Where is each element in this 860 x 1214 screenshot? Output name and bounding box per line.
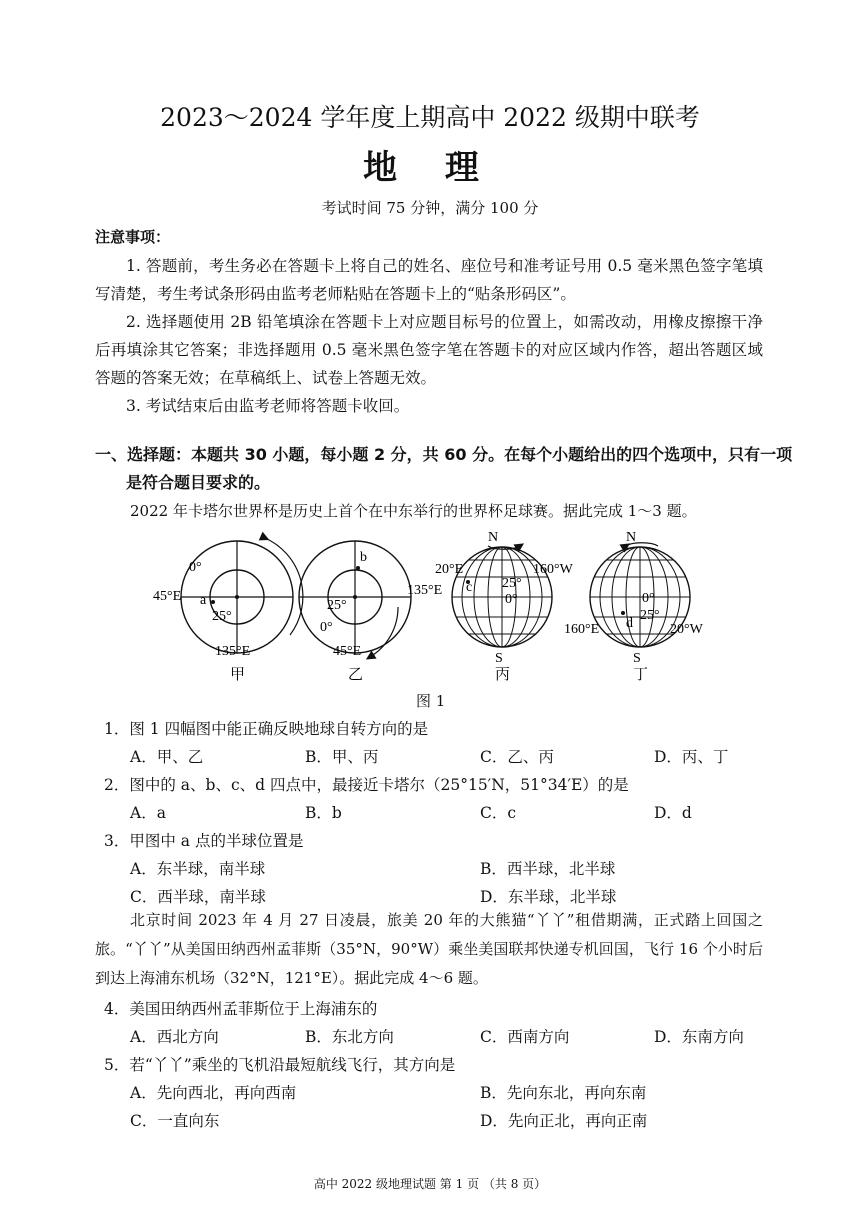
subject-title: 地 理 xyxy=(363,148,497,188)
panel-bing xyxy=(435,530,574,666)
panel-label-bing: 丙 xyxy=(495,667,511,683)
q1-option-b: B．甲、丙 xyxy=(305,748,379,766)
ding-label-0: 0° xyxy=(642,591,655,606)
bing-label-0: 0° xyxy=(505,592,518,607)
q2-stem: 2．图中的 a、b、c、d 四点中，最接近卡塔尔（25°15′N，51°34′E）的是 xyxy=(104,776,629,794)
panel-yi xyxy=(299,541,442,659)
q4-option-c: C．西南方向 xyxy=(480,1028,570,1046)
ding-label-25: 25° xyxy=(640,608,660,623)
bing-label-160W: 160°W xyxy=(533,562,573,577)
intro-2: 北京时间 2023 年 4 月 27 日凌晨，旅美 20 年的大熊猫“丫丫”租借期满，正式踏上回国之旅。“丫丫”从美国田纳西州孟菲斯（35°N，90°W）乘坐美国联邦快递专机回国，飞行 16 个小时后到达上海浦东机场（32°N，121°E）。据此完成 4～6 题。 xyxy=(95,911,763,987)
panel-label-yi: 乙 xyxy=(348,667,364,683)
yi-label-45E: 45°E xyxy=(333,644,362,659)
figure-caption: 图 1 xyxy=(416,692,446,710)
ding-label-S: S xyxy=(633,651,641,666)
bing-label-S: S xyxy=(495,651,503,666)
panel-ding xyxy=(564,530,704,666)
q1-stem: 1．图 1 四幅图中能正确反映地球自转方向的是 xyxy=(104,720,429,738)
bing-label-20E: 20°E xyxy=(435,562,464,577)
q3-stem: 3．甲图中 a 点的半球位置是 xyxy=(104,832,304,850)
q2-option-a: A．a xyxy=(130,804,166,822)
bing-label-25: 25° xyxy=(502,576,522,591)
q1-option-c: C．乙、丙 xyxy=(480,748,554,766)
yi-label-25: 25° xyxy=(327,598,347,613)
q4-option-d: D．东南方向 xyxy=(654,1028,744,1046)
q1-option-d: D．丙、丁 xyxy=(654,748,729,766)
notice-item-1: 1. 答题前，考生务必在答题卡上将自己的姓名、座位号和准考证号用 0.5 毫米黑色签字笔填写清楚，考生考试条形码由监考老师粘贴在答题卡上的“贴条形码区”。 xyxy=(95,257,763,303)
ding-label-160E: 160°E xyxy=(564,622,600,637)
q2-option-b: B．b xyxy=(305,804,342,822)
q2-option-c: C．c xyxy=(480,804,517,822)
q5-option-b: B．先向东北，再向东南 xyxy=(480,1084,647,1102)
q5-option-a: A．先向西北，再向西南 xyxy=(130,1084,297,1102)
q2-option-d: D．d xyxy=(654,804,692,822)
yi-label-135E: 135°E xyxy=(407,583,443,598)
notice-item-2: 2. 选择题使用 2B 铅笔填涂在答题卡上对应题目标号的位置上，如需改动，用橡皮擦擦干净后再填涂其它答案；非选择题用 0.5 毫米黑色签字笔在答题卡的对应区域内作答，超出答题区域答题的答案无效；在草稿纸上、试卷上答题无效。 xyxy=(95,313,763,387)
q5-option-d: D．先向正北，再向正南 xyxy=(480,1112,648,1130)
panel-label-ding: 丁 xyxy=(633,667,649,683)
panel-label-jia: 甲 xyxy=(230,667,246,683)
ding-label-20W: 20°W xyxy=(670,622,703,637)
jia-label-a: a xyxy=(200,593,207,608)
q5-stem: 5．若“丫丫”乘坐的飞机沿最短航线飞行，其方向是 xyxy=(104,1056,456,1074)
q1-option-a: A．甲、乙 xyxy=(130,748,204,766)
jia-label-135E: 135°E xyxy=(215,644,251,659)
bing-label-c: c xyxy=(466,580,473,595)
panel-jia xyxy=(153,538,303,659)
yi-label-0: 0° xyxy=(320,620,333,635)
q3-option-b: B．西半球，北半球 xyxy=(480,860,616,878)
q4-option-b: B．东北方向 xyxy=(305,1028,394,1046)
q3-option-d: D．东半球，北半球 xyxy=(480,888,617,906)
jia-label-45E: 45°E xyxy=(153,589,182,604)
intro-1: 2022 年卡塔尔世界杯是历史上首个在中东举行的世界杯足球赛。据此完成 1～3 题。 xyxy=(130,502,697,520)
q5-option-c: C．一直向东 xyxy=(130,1112,220,1130)
ding-label-N: N xyxy=(626,530,637,545)
section-heading: 一、选择题：本题共 30 小题，每小题 2 分，共 60 分。在每个小题给出的四个选项中，只有一项是符合题目要求的。 xyxy=(95,445,793,492)
bing-label-N: N xyxy=(488,530,499,545)
notice-heading: 注意事项： xyxy=(95,228,171,246)
notice-item-3: 3. 考试结束后由监考老师将答题卡收回。 xyxy=(126,397,410,415)
jia-label-25: 25° xyxy=(212,609,232,624)
q4-option-a: A．西北方向 xyxy=(130,1028,219,1046)
q3-option-c: C．西半球，南半球 xyxy=(130,888,266,906)
page-footer: 高中 2022 级地理试题 第 1 页 （共 8 页） xyxy=(313,1177,547,1191)
q4-stem: 4．美国田纳西州孟菲斯位于上海浦东的 xyxy=(104,1000,378,1018)
exam-time-info: 考试时间 75 分钟，满分 100 分 xyxy=(321,199,539,217)
yi-label-b: b xyxy=(360,550,367,565)
figure-1 xyxy=(140,527,720,687)
jia-label-0: 0° xyxy=(189,560,202,575)
exam-title: 2023～2024 学年度上期高中 2022 级期中联考 xyxy=(160,103,700,132)
ding-label-d: d xyxy=(626,616,633,631)
q3-option-a: A．东半球，南半球 xyxy=(130,860,266,878)
